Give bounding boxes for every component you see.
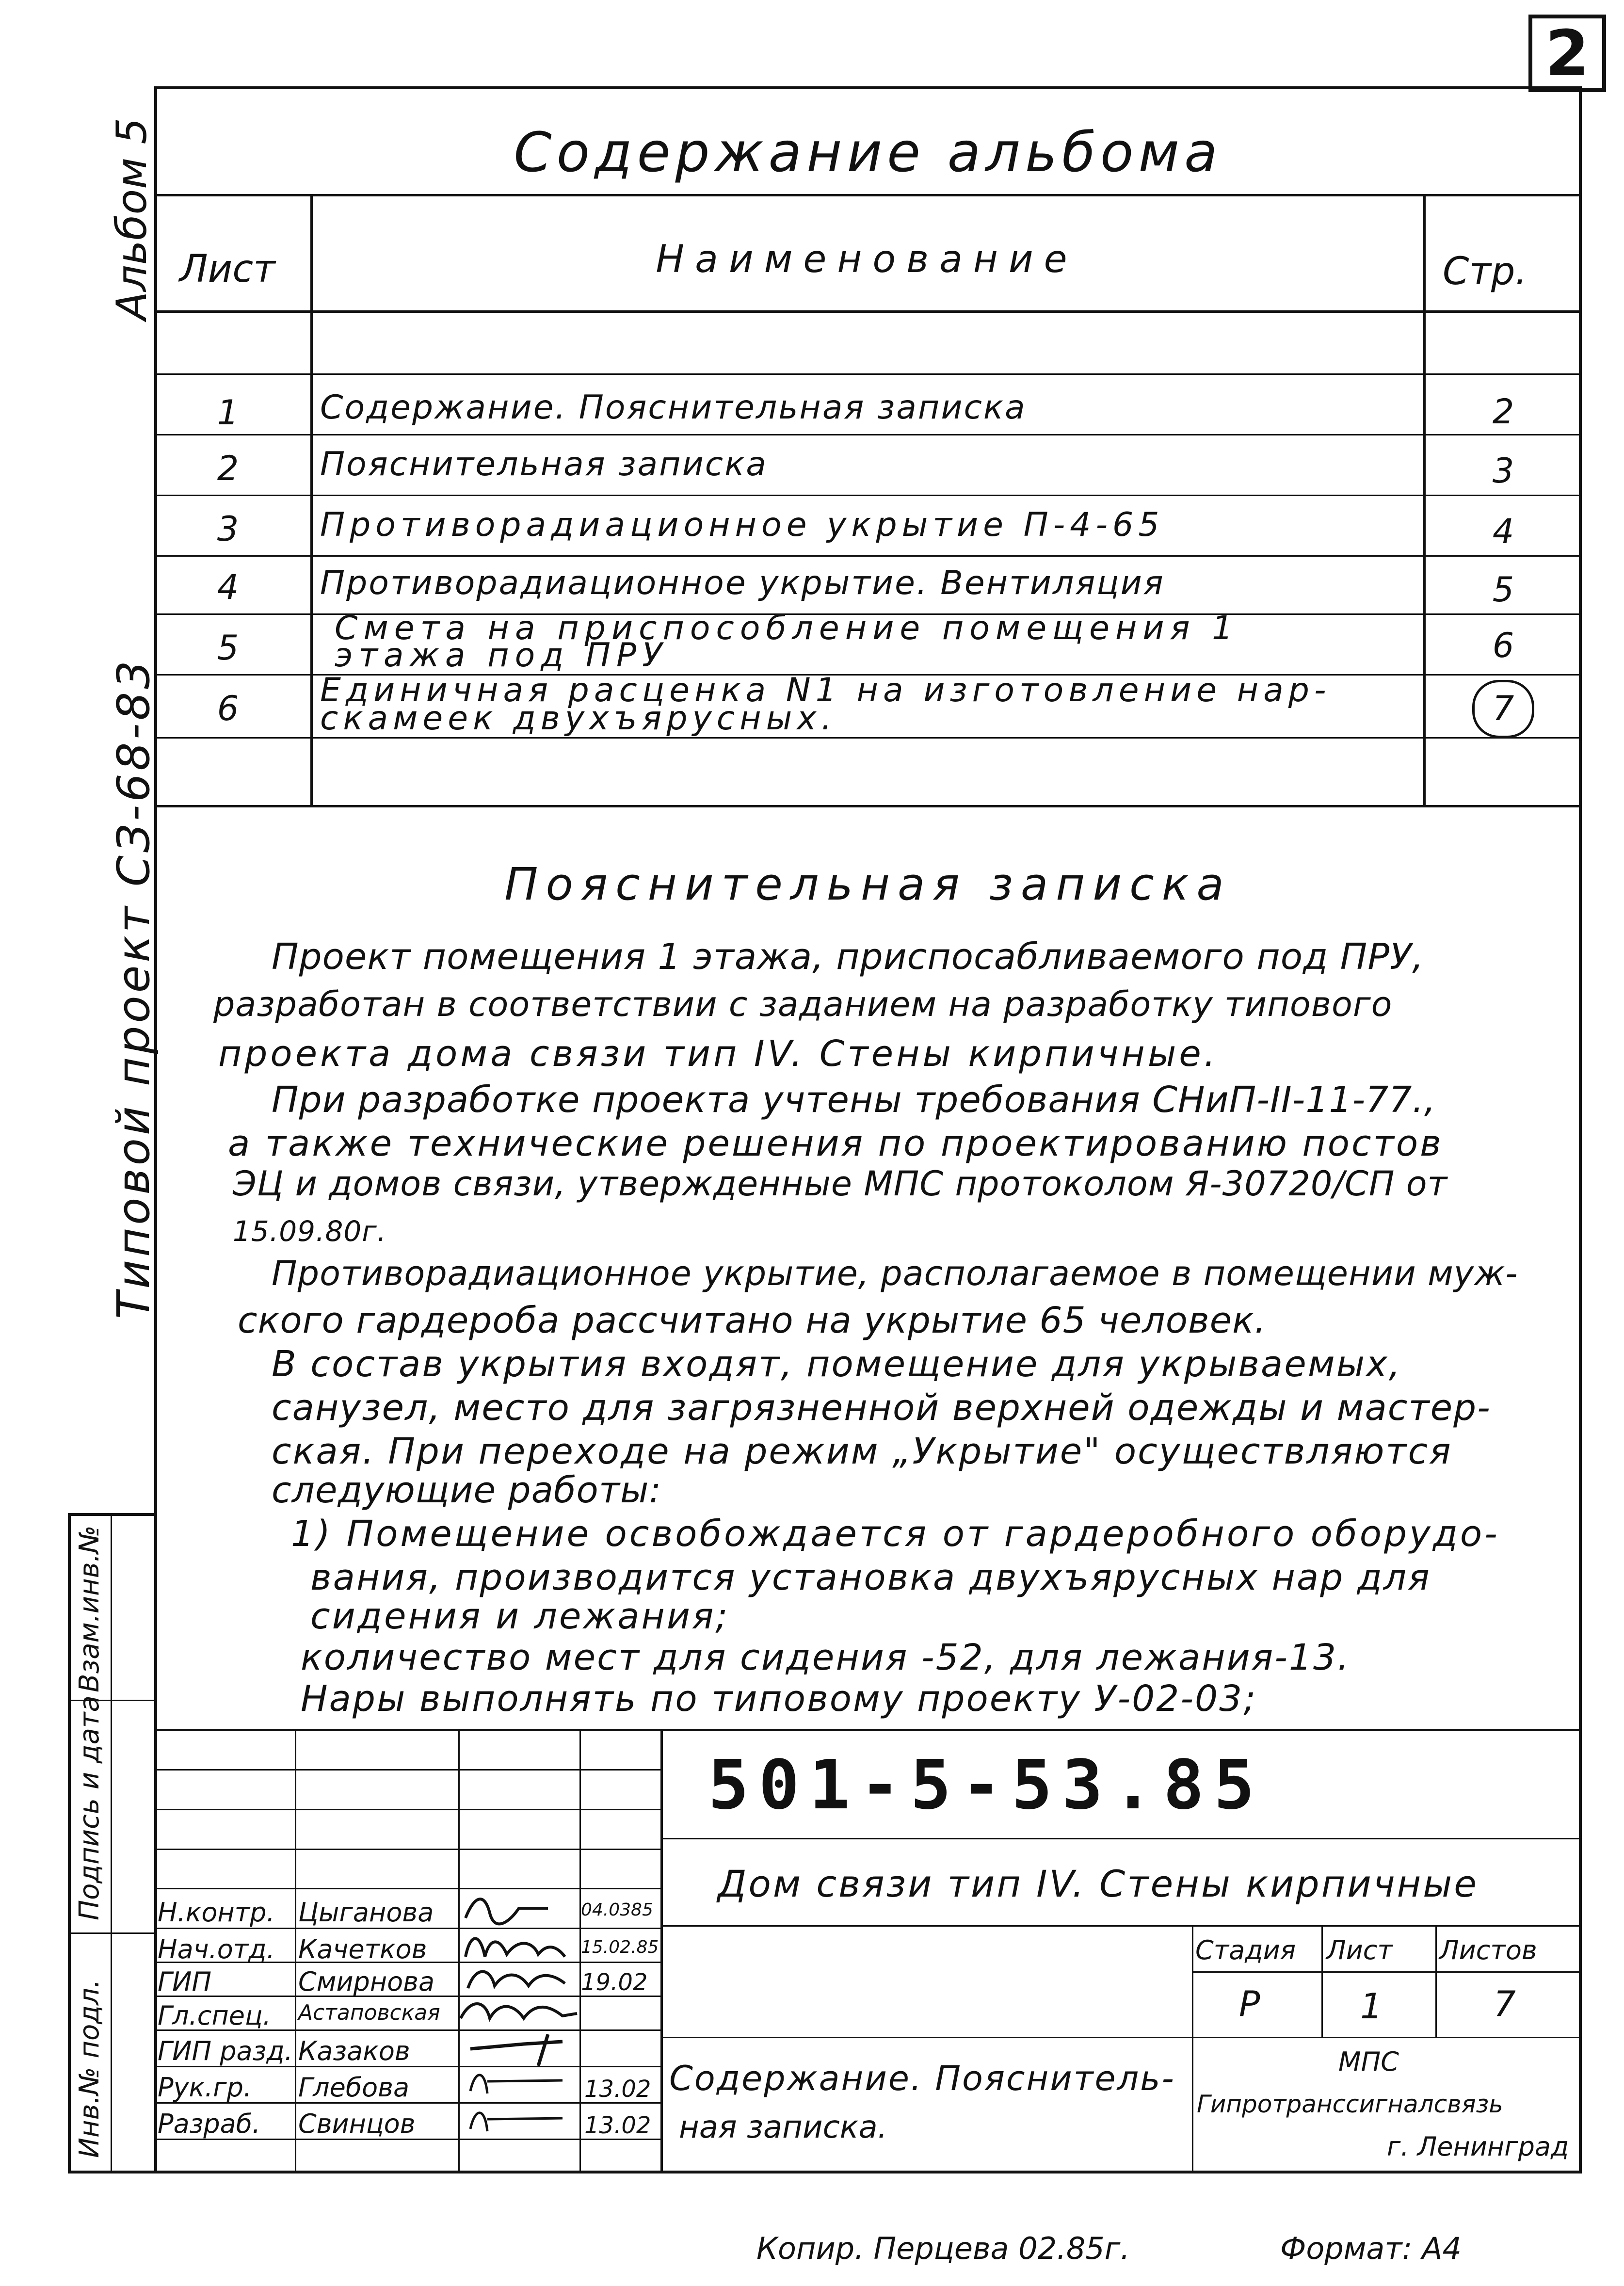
project-label: Типовой проект СЗ-68-83 (108, 658, 160, 1319)
signature-2 (461, 1928, 577, 1966)
role-5: ГИП разд. (158, 2036, 293, 2066)
sheets-label: Листов (1439, 1935, 1537, 1965)
note-line-4: При разработке проекта учтены требования СНиП-II-11-77., (272, 1079, 1436, 1121)
sheet-title-line-2: ная записка. (679, 2109, 887, 2145)
header-sheet: Лист (179, 247, 275, 291)
table-blank-bottom (154, 373, 1582, 375)
stamp-sep-code (660, 1838, 1582, 1839)
signature-4 (456, 1994, 582, 2030)
table-bottom (154, 805, 1582, 807)
note-line-17: количество мест для сидения -52, для лежания-13. (301, 1637, 1351, 1678)
row-4-sheet: 4 (217, 567, 239, 607)
date-2: 15.02.85 (581, 1937, 659, 1957)
row-5-sheet: 5 (217, 628, 239, 668)
stamp-sep-object (660, 1925, 1582, 1927)
signature-1 (461, 1889, 577, 1928)
stamp-sep-stage (1192, 1925, 1193, 2173)
signature-3 (461, 1962, 577, 1998)
album-label: Альбом 5 (108, 117, 156, 320)
row-4-name: Противорадиационное укрытие. Вентиляция (320, 564, 1165, 602)
role-1: Н.контр. (158, 1897, 275, 1928)
row-6-name: Единичная расценка N1 на изготовление нар-скамеек двухъярусных. (320, 671, 1331, 738)
row-4-page: 5 (1492, 570, 1514, 610)
header-name: Наименование (656, 238, 1078, 281)
strip-divider (111, 1513, 112, 2173)
sheets-value: 7 (1494, 1983, 1516, 2024)
row-6-sheet: 6 (217, 689, 239, 728)
org-line-1: МПС (1338, 2046, 1399, 2077)
note-line-8: Противорадиационное укрытие, располагаемое в помещении муж- (272, 1254, 1518, 1293)
note-line-11: санузел, место для загрязненной верхней одежды и мастер- (272, 1387, 1491, 1429)
row-6-page (1426, 680, 1581, 738)
row-line-1 (154, 434, 1582, 435)
row-line-2 (154, 495, 1582, 496)
grid-row-3 (154, 1849, 660, 1850)
row-3-sheet: 3 (217, 509, 239, 549)
row-1-sheet: 1 (217, 393, 239, 433)
org-line-2: Гипротранссигналсвязь (1197, 2090, 1503, 2118)
org-line-3: г. Ленинград (1387, 2131, 1569, 2162)
role-3: ГИП (158, 1966, 212, 1997)
note-line-10: В состав укрытия входят, помещение для укрываемых, (272, 1343, 1402, 1385)
signature-5 (466, 2029, 582, 2068)
role-4: Гл.спец. (158, 2000, 271, 2031)
sheet-value: 1 (1360, 1986, 1383, 2027)
note-line-6: ЭЦ и домов связи, утвержденные МПС протоколом Я-30720/СП от (233, 1164, 1448, 1204)
name-2: Качетков (298, 1934, 427, 1964)
grid-row-2 (154, 1809, 660, 1810)
document-code: 501-5-53.85 (708, 1746, 1265, 1825)
date-1: 04.0385 (581, 1900, 653, 1920)
row-line-3 (154, 555, 1582, 557)
row-3-page: 4 (1492, 512, 1514, 551)
row-5-page: 6 (1492, 626, 1514, 665)
note-title: Пояснительная записка (504, 858, 1232, 910)
podpis-label: Подпись и дата (74, 1695, 105, 1920)
grid-row-5 (154, 1928, 660, 1929)
row-1-page: 2 (1492, 392, 1514, 432)
note-line-16: сидения и лежания; (310, 1595, 730, 1637)
note-line-9: ского гардероба рассчитано на укрытие 65 человек. (238, 1300, 1267, 1341)
role-6: Рук.гр. (158, 2072, 252, 2103)
date-3: 19.02 (581, 1969, 648, 1996)
stamp-sep-sheet (1321, 1925, 1323, 2037)
format-note: Формат: А4 (1280, 2231, 1462, 2266)
stage-label: Стадия (1195, 1935, 1296, 1965)
note-line-13: следующие работы: (272, 1469, 662, 1511)
row-2-page: 3 (1492, 451, 1514, 491)
signature-6 (466, 2067, 577, 2101)
sheet-title-line-1: Содержание. Пояснитель- (669, 2059, 1175, 2098)
table-top (154, 194, 1582, 196)
date-7: 13.02 (584, 2112, 651, 2139)
grid-col-2 (458, 1729, 460, 2173)
circled-page-number: 7 (1472, 680, 1534, 738)
grid-row-1 (154, 1769, 660, 1771)
stamp-sep-sheets (1435, 1925, 1437, 2037)
stage-value: Р (1239, 1983, 1260, 2024)
note-line-15: вания, производится установка двухъярусных нар для (310, 1557, 1431, 1598)
name-6: Глебова (298, 2072, 410, 2103)
contents-title: Содержание альбома (514, 121, 1222, 184)
row-2-name: Пояснительная записка (320, 445, 768, 483)
row-5-name: Смета на приспособление помещения 1 этажа под ПРУ (335, 609, 1239, 675)
note-line-14: 1) Помещение освобождается от гардеробного оборудо- (291, 1513, 1500, 1555)
table-head-bottom (154, 310, 1582, 313)
row-3-name: Противорадиационное укрытие П-4-65 (320, 506, 1164, 544)
name-3: Смирнова (298, 1966, 435, 1997)
stamp-top (154, 1729, 1582, 1731)
grid-row-4 (154, 1888, 660, 1889)
role-2: Нач.отд. (158, 1934, 275, 1964)
stamp-sep-title (660, 2037, 1582, 2038)
note-line-5: а также технические решения по проектированию постов (228, 1123, 1443, 1164)
object-title: Дом связи тип IV. Стены кирпичные (718, 1862, 1479, 1905)
name-5: Казаков (298, 2036, 410, 2066)
row-1-name: Содержание. Пояснительная записка (320, 388, 1027, 427)
strip-sep-2 (68, 1932, 154, 1934)
page-number: 2 (1528, 15, 1606, 92)
copy-note: Копир. Перцева 02.85г. (756, 2231, 1130, 2266)
note-line-2: разработан в соответствии с заданием на разработку типового (213, 984, 1393, 1024)
row-2-sheet: 2 (217, 449, 239, 488)
note-line-1: Проект помещения 1 этажа, приспосабливаемого под ПРУ, (272, 936, 1424, 978)
name-7: Свинцов (298, 2109, 416, 2139)
date-6: 13.02 (584, 2076, 651, 2103)
inv-podl-label: Инв.№ подл. (74, 1979, 105, 2158)
note-line-3: проекта дома связи тип IV. Стены кирпичные. (218, 1033, 1219, 1075)
name-4: Астаповская (298, 2000, 440, 2025)
name-1: Цыганова (298, 1897, 434, 1928)
stamp-main-sep (660, 1729, 663, 2173)
note-line-7: 15.09.80г. (233, 1215, 387, 1248)
note-line-12: ская. При переходе на режим „Укрытие" осуществляются (272, 1431, 1452, 1472)
note-line-18: Нары выполнять по типовому проекту У-02-03; (301, 1678, 1257, 1720)
stamp-sep-stage-label (1192, 1971, 1582, 1973)
grid-col-1 (295, 1729, 296, 2173)
vzam-inv-label: Взам.инв.№ (74, 1525, 105, 1692)
role-7: Разраб. (158, 2109, 261, 2139)
sheet-label: Лист (1326, 1935, 1393, 1965)
header-page: Стр. (1443, 250, 1528, 293)
col-sep-1 (310, 194, 313, 805)
signature-7 (466, 2105, 577, 2139)
